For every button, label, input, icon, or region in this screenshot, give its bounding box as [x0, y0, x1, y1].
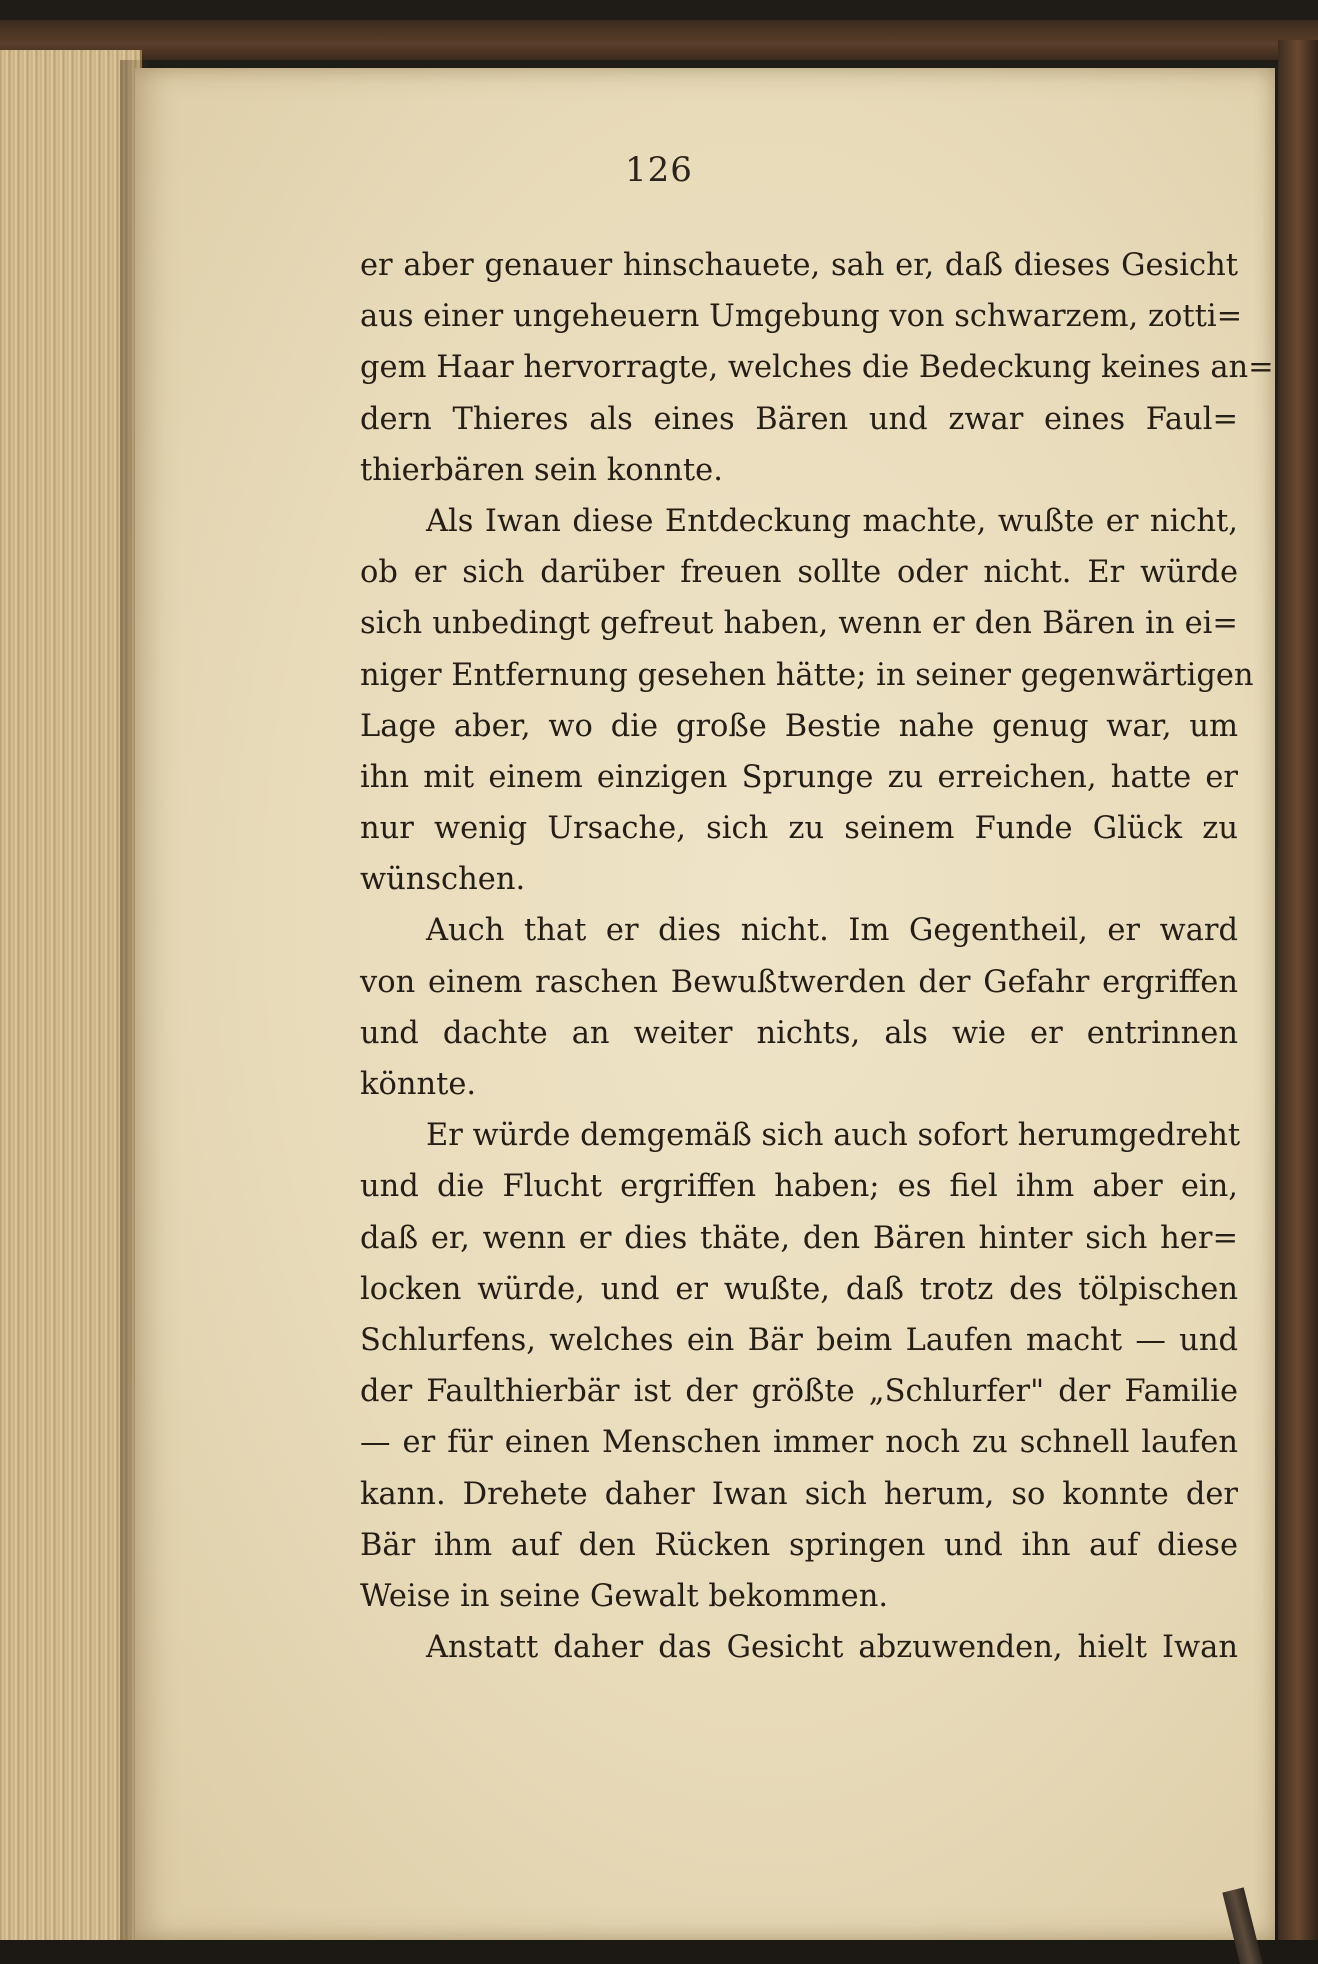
text-line: Anstatt daher das Gesicht abzuwenden, hielt Iwan [426, 1630, 1238, 1666]
text-line: ob er sich darüber freuen sollte oder nicht. Er würde [360, 555, 1238, 591]
text-line: Schlurfens, welches ein Bär beim Laufen macht — und [360, 1322, 1238, 1358]
text-line: locken würde, und er wußte, daß trotz des tölpischen [360, 1271, 1238, 1307]
page-number: 126 [625, 150, 693, 190]
text-line: der Faulthierbär ist der größte „Schlurfer" der Familie [360, 1374, 1238, 1410]
text-line: und dachte an weiter nichts, als wie er entrinnen [360, 1015, 1238, 1051]
text-line: daß er, wenn er dies thäte, den Bären hinter sich her= [360, 1220, 1238, 1256]
text-line: könnte. [360, 1067, 477, 1102]
text-line: ihn mit einem einzigen Sprunge zu erreichen, hatte er [360, 759, 1238, 795]
text-line: Lage aber, wo die große Bestie nahe genug war, um [360, 708, 1238, 744]
text-line: wünschen. [360, 862, 526, 898]
text-line: aus einer ungeheuern Umgebung von schwarzem, zotti= [360, 299, 1243, 335]
text-line: von einem raschen Bewußtwerden der Gefahr ergriffen [360, 964, 1238, 1000]
text-line: thierbären sein konnte. [360, 452, 723, 488]
text-line: dern Thieres als eines Bären und zwar eines Faul= [360, 401, 1238, 437]
text-line: Bär ihm auf den Rücken springen und ihn auf diese [360, 1527, 1238, 1563]
text-line: gem Haar hervorragte, welches die Bedeckung keines an= [360, 350, 1274, 386]
text-line: Weise in seine Gewalt bekommen. [360, 1578, 889, 1614]
text-line: niger Entfernung gesehen hätte; in seiner gegenwärtigen [360, 657, 1254, 693]
text-line: Er würde demgemäß sich auch sofort herumgedreht [426, 1118, 1241, 1154]
text-line: sich unbedingt gefreut haben, wenn er den Bären in ei= [360, 606, 1238, 642]
text-line: er aber genauer hinschauete, sah er, daß dieses Gesicht [360, 248, 1238, 283]
text-line: nur wenig Ursache, sich zu seinem Funde Glück zu [360, 811, 1238, 847]
text-line: — er für einen Menschen immer noch zu schnell laufen [360, 1425, 1238, 1461]
body-text [360, 240, 1274, 1673]
text-line: kann. Drehete daher Iwan sich herum, so konnte der [360, 1476, 1238, 1512]
book-cover-top-edge [0, 20, 1318, 60]
text-line: und die Flucht ergriffen haben; es fiel ihm aber ein, [360, 1169, 1238, 1205]
text-line: Auch that er dies nicht. Im Gegentheil, er ward [426, 913, 1238, 949]
text-line: Als Iwan diese Entdeckung machte, wußte er nicht, [426, 503, 1238, 539]
book-cover-right-edge [1278, 40, 1318, 1940]
